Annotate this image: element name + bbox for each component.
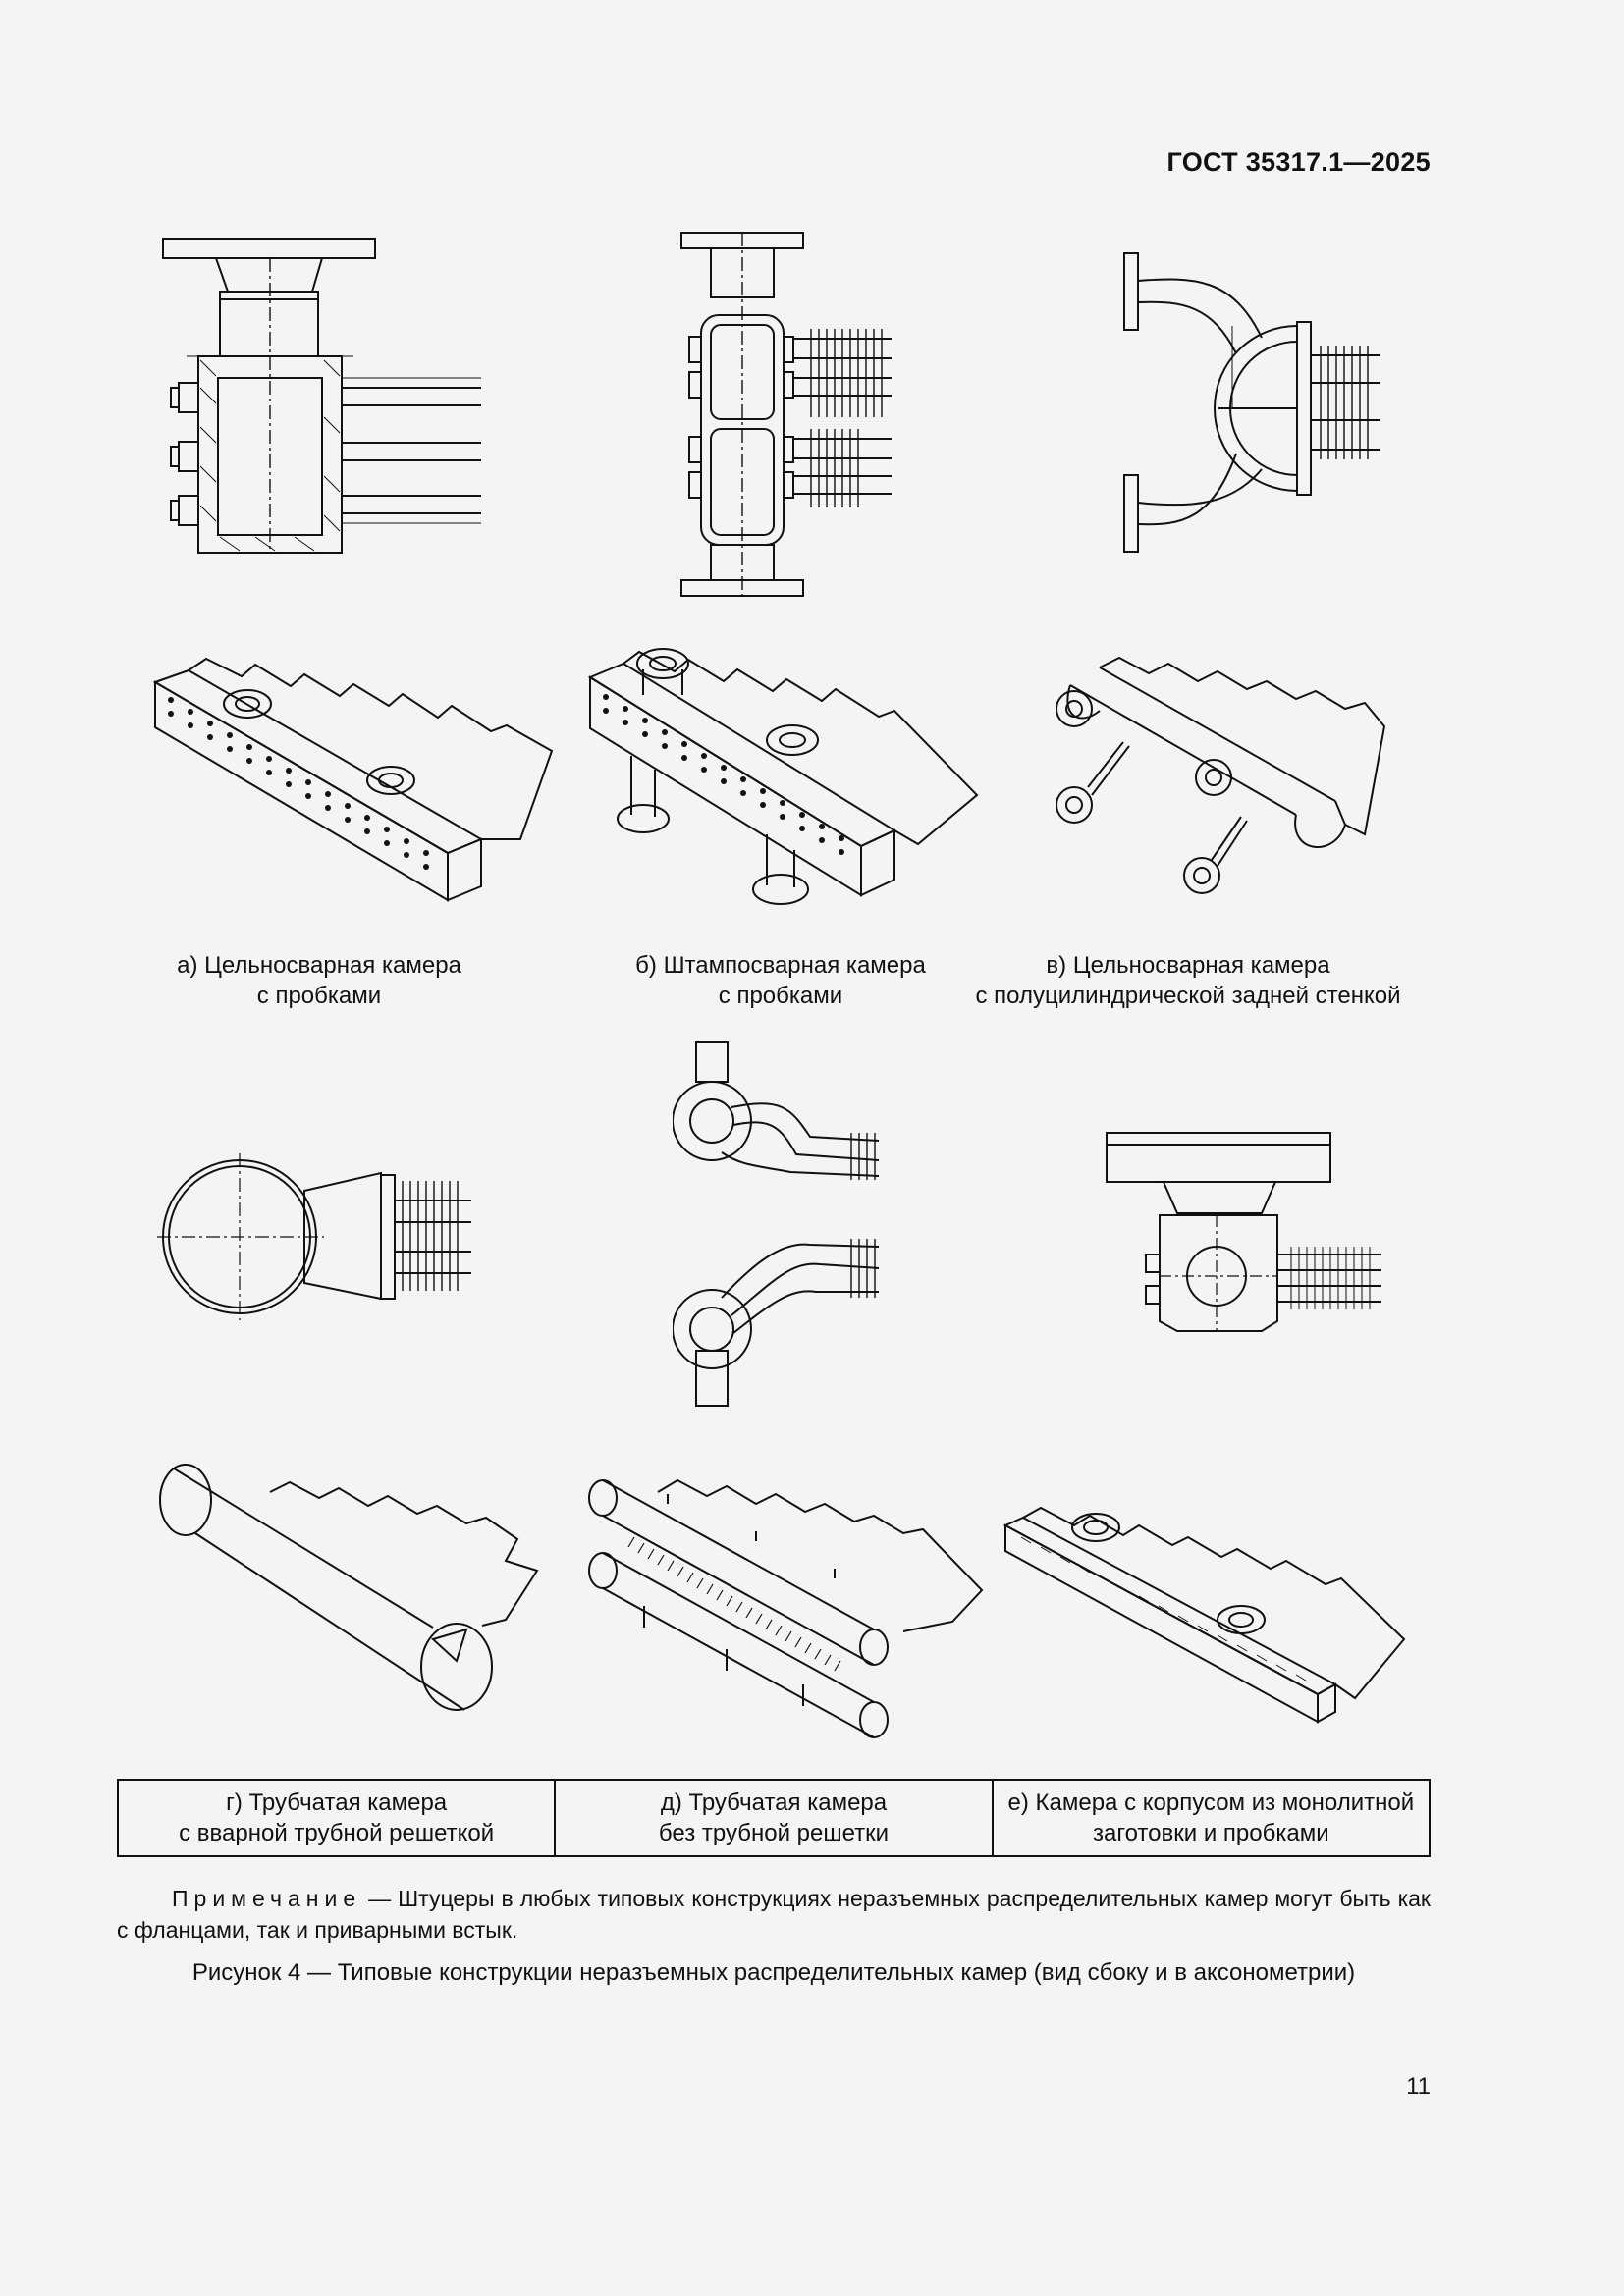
caption-g-line1: г) Трубчатая камера — [226, 1789, 448, 1816]
caption-a-line1: а) Цельносварная камера — [177, 952, 461, 979]
note-label: Примечание — [172, 1886, 362, 1911]
caption-table — [117, 1779, 1431, 1857]
drawing-d-axonometric — [579, 1453, 992, 1747]
caption-b-line2: с пробками — [718, 983, 843, 1009]
caption-cell-e — [993, 1780, 1430, 1856]
drawing-a-section — [157, 231, 501, 560]
caption-e-line1: е) Камера с корпусом из монолитной — [1007, 1789, 1415, 1816]
drawing-g-section — [157, 1153, 481, 1320]
caption-v-line1: в) Цельносварная камера — [1046, 952, 1330, 979]
drawing-d-section — [673, 1039, 908, 1412]
drawing-g-axonometric — [152, 1453, 565, 1718]
drawing-e-section — [1105, 1129, 1389, 1335]
caption-g-line2: с вварной трубной решеткой — [179, 1820, 495, 1846]
note-text: — Штуцеры в любых типовых конструкциях неразъемных распределительных камер могут быть как с фланцами, так и приварными встык. — [117, 1886, 1431, 1943]
caption-b-line1: б) Штампосварная камера — [635, 952, 926, 979]
drawing-e-axonometric — [1001, 1492, 1414, 1728]
caption-v-line2: с полуцилиндрической задней стенкой — [975, 983, 1401, 1009]
caption-a — [137, 950, 501, 1011]
page-number: 11 — [1406, 2073, 1431, 2100]
caption-cell-g — [118, 1780, 555, 1856]
drawing-v-section — [1114, 247, 1389, 581]
caption-b — [589, 950, 972, 1011]
figure-caption: Рисунок 4 — Типовые конструкции неразъемных распределительных камер (вид сбоку и в аксонометрии) — [191, 1959, 1356, 1986]
drawing-a-axonometric — [147, 643, 560, 908]
caption-v — [952, 950, 1424, 1011]
drawing-b-section — [676, 231, 911, 599]
caption-d-line1: д) Трубчатая камера — [660, 1789, 888, 1816]
caption-d-line2: без трубной решетки — [658, 1820, 890, 1846]
drawing-b-axonometric — [584, 638, 987, 923]
drawing-v-axonometric — [1041, 648, 1394, 903]
caption-a-line2: с пробками — [256, 983, 382, 1009]
caption-cell-d — [555, 1780, 992, 1856]
note — [117, 1883, 1431, 1946]
caption-e-line2: заготовки и пробками — [1093, 1820, 1329, 1846]
standard-number: ГОСТ 35317.1—2025 — [1166, 147, 1431, 177]
